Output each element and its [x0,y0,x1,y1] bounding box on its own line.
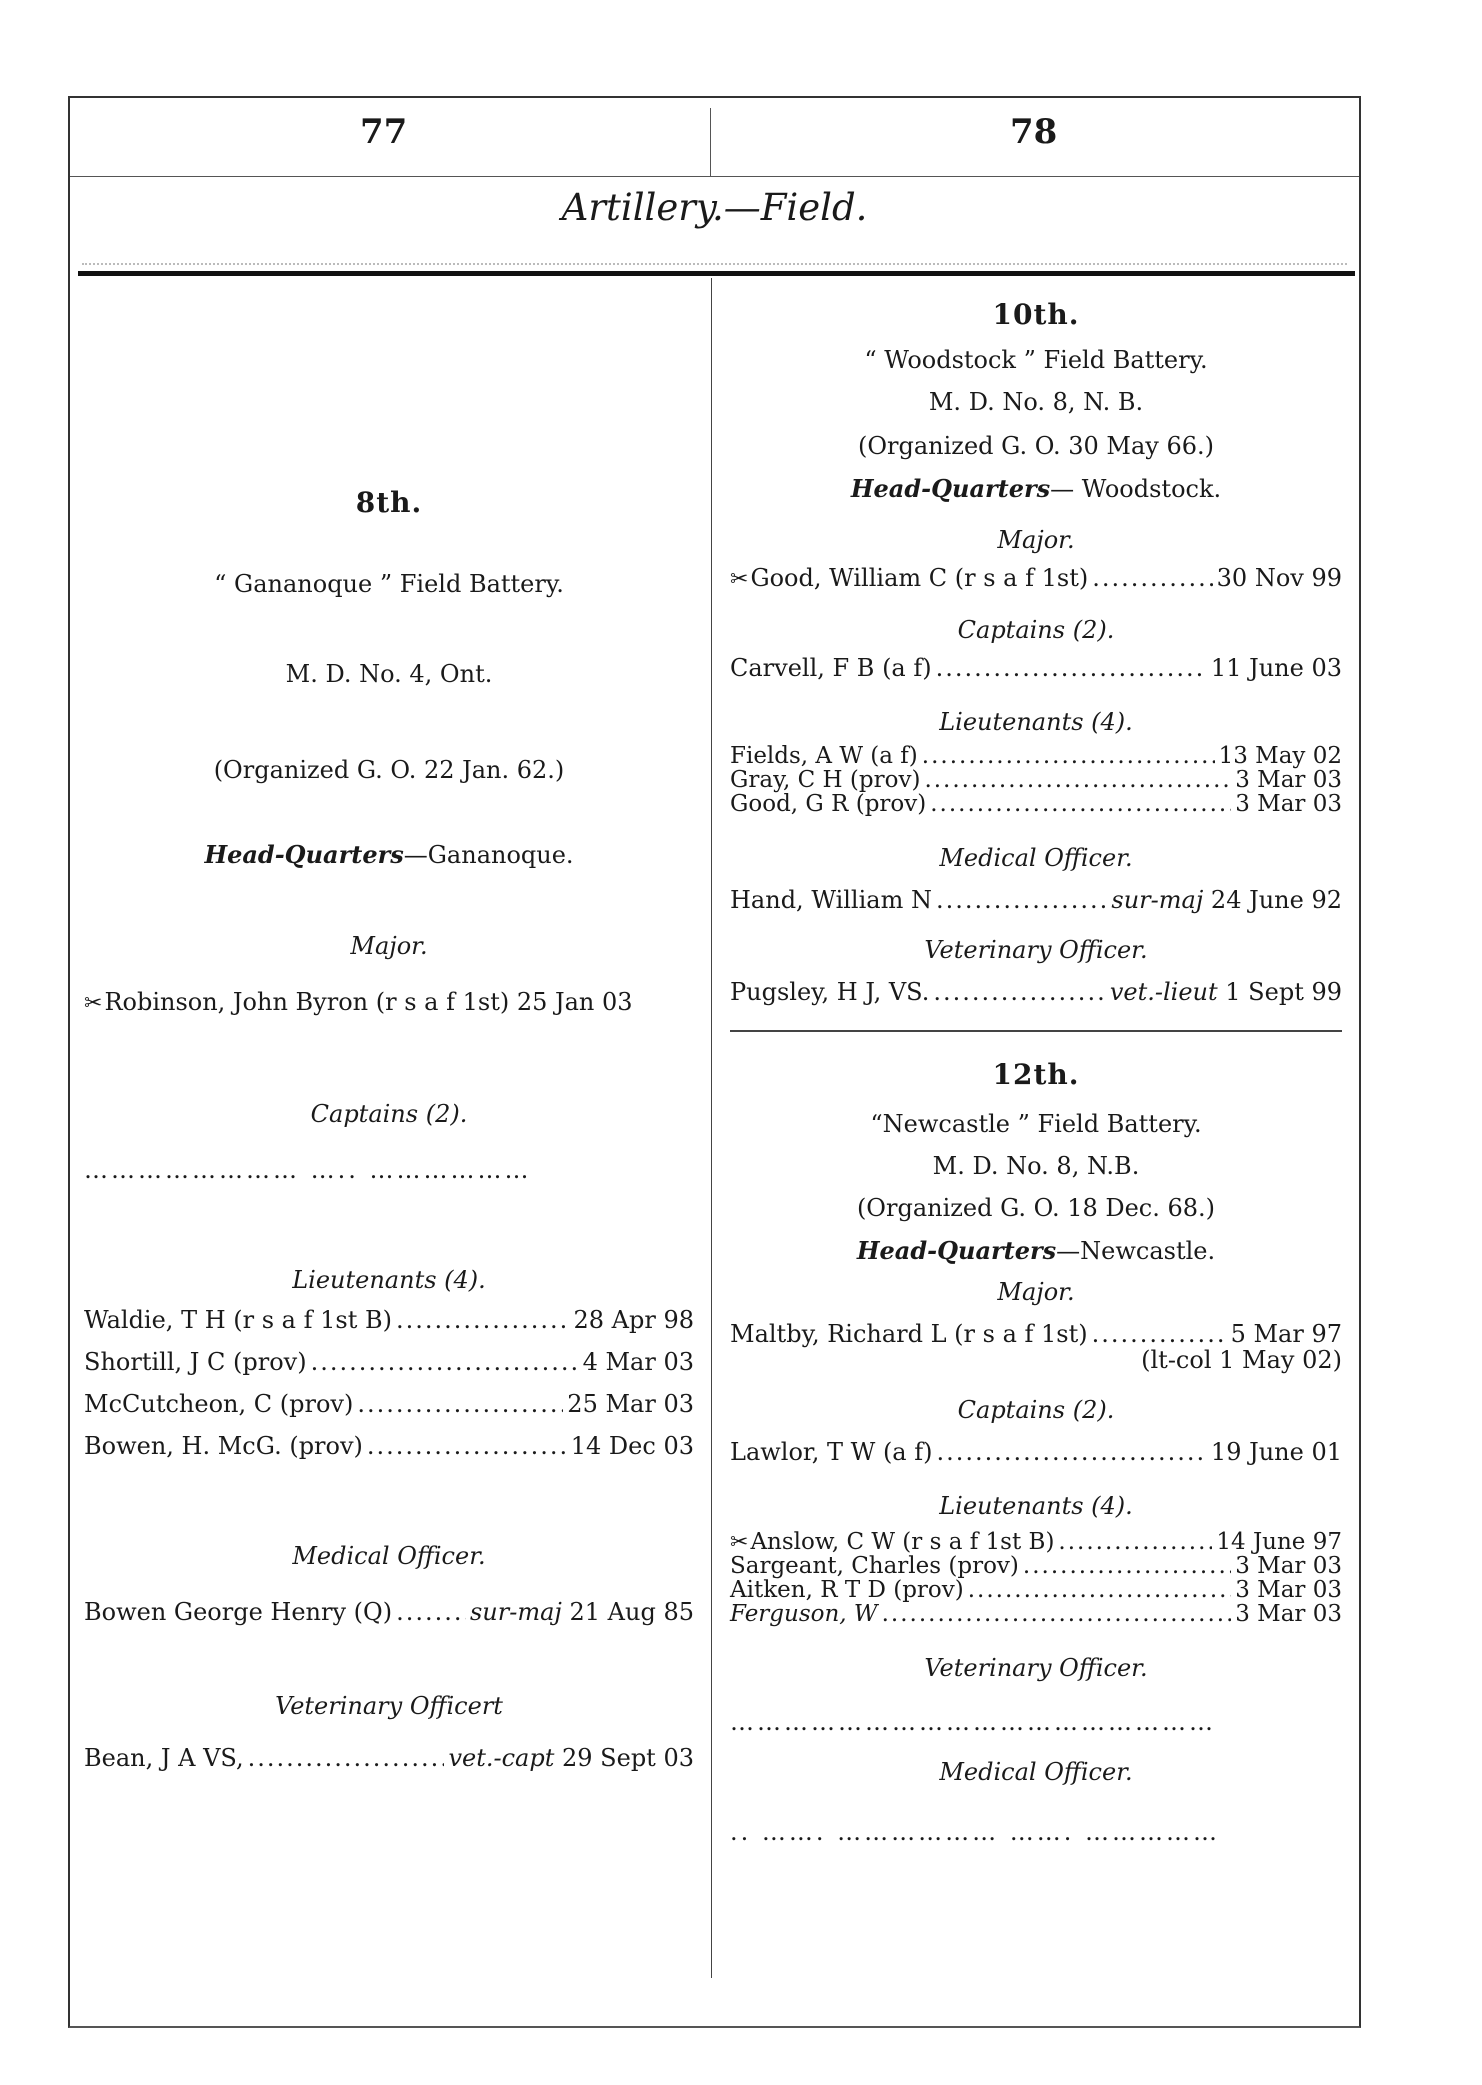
medical-name: Bowen George Henry (Q) [84,1598,393,1626]
captain-name: Lawlor, T W (a f) [730,1438,933,1466]
veterinary-rank: vet.-capt [448,1744,555,1772]
captains-label: Captains (2). [310,1100,468,1128]
medical-date: 21 Aug 85 [569,1598,694,1626]
major-name: Maltby, Richard L (r s a f 1st) [730,1320,1088,1348]
lieutenant-entry [730,744,1342,768]
captain-entry [730,1438,1342,1466]
battery-name: “ Woodstock ” Field Battery. [864,346,1208,374]
lieutenant-date: 13 May 02 [1218,743,1342,769]
battery-name: “ Gananoque ” Field Battery. [214,570,564,598]
lieutenant-entry [84,1432,694,1460]
lieutenant-name: Ferguson, W [730,1601,878,1627]
column-divider [711,278,712,1978]
lieutenant-name: Bowen, H. McG. (prov) [84,1432,363,1460]
medical-label: Medical Officer. [939,1758,1133,1786]
major-date: 5 Mar 97 [1230,1320,1342,1348]
major-label: Major. [997,526,1075,554]
captain-entry [730,654,1342,682]
hq-place: —Newcastle. [1056,1237,1216,1265]
medical-name: Hand, William N [730,886,932,914]
major-entry [84,988,694,1016]
lieutenant-name: Gray, C H (prov) [730,767,921,793]
medical-entry [730,886,1342,914]
medical-label: Medical Officer. [939,844,1133,872]
lieutenant-date: 3 Mar 03 [1235,791,1342,817]
veterinary-name: Bean, J A VS, [84,1744,244,1772]
major-name: Robinson, John Byron (r s a f 1st) 25 Jan 03 [104,988,633,1016]
lieutenant-name: Fields, A W (a f) [730,743,918,769]
medical-rank: sur-maj [469,1598,562,1626]
organized-order: (Organized G. O. 18 Dec. 68.) [856,1194,1216,1222]
page-number-divider [710,108,711,176]
captain-date: 19 June 01 [1210,1438,1342,1466]
lieutenant-date: 14 June 97 [1216,1529,1342,1555]
lieutenant-name: McCutcheon, C (prov) [84,1390,354,1418]
battery-heading: 10th. [992,298,1080,331]
lieutenants-label: Lieutenants (4). [939,708,1133,736]
lieutenant-entry [84,1306,694,1334]
major-entry [730,1320,1342,1348]
medical-blank: .. ……. ……………… ……. …………… [730,1818,1221,1846]
scissors-icon: ✂ [84,991,103,1016]
lieutenant-entry [84,1390,694,1418]
head-quarters [84,840,694,869]
hq-place: — Woodstock. [1050,475,1222,503]
veterinary-date: 1 Sept 99 [1225,978,1342,1006]
major-entry [730,564,1342,592]
veterinary-label: Veterinary Officer. [924,936,1148,964]
lieutenant-date: 28 Apr 98 [573,1306,694,1334]
hq-label: Head-Quarters [856,1236,1057,1265]
veterinary-label: Veterinary Officert [275,1692,503,1720]
battery-separator [730,1030,1342,1032]
captains-blank: …………………… ….. ……………… [84,1156,532,1184]
captain-date: 11 June 03 [1210,654,1342,682]
lieutenant-entry [730,768,1342,792]
lieutenant-entry [84,1348,694,1376]
military-district: M. D. No. 4, Ont. [285,660,493,688]
lieutenants-label: Lieutenants (4). [292,1266,486,1294]
lieutenant-date: 3 Mar 03 [1235,1601,1342,1627]
medical-entry [84,1598,694,1626]
section-title: Artillery.—Field. [561,186,868,229]
veterinary-entry [730,978,1342,1006]
medical-label: Medical Officer. [292,1542,486,1570]
veterinary-entry [84,1744,694,1772]
lieutenant-name: Shortill, J C (prov) [84,1348,307,1376]
hq-place: —Gananoque. [403,841,574,869]
lieutenant-name: Anslow, C W (r s a f 1st B) [750,1529,1055,1555]
lieutenant-entry [730,1578,1342,1602]
lieutenant-date: 3 Mar 03 [1235,767,1342,793]
heavy-rule [78,271,1355,276]
head-quarters [730,474,1342,503]
lieutenant-entry [730,1554,1342,1578]
head-quarters [730,1236,1342,1265]
organized-order: (Organized G. O. 22 Jan. 62.) [213,756,565,784]
major-label: Major. [997,1278,1075,1306]
battery-name: “Newcastle ” Field Battery. [870,1110,1202,1138]
lieutenant-entry [730,1602,1342,1626]
lieutenant-name: Good, G R (prov) [730,791,927,817]
lieutenant-name: Waldie, T H (r s a f 1st B) [84,1306,392,1334]
veterinary-date: 29 Sept 03 [562,1744,694,1772]
lieutenant-date: 3 Mar 03 [1235,1577,1342,1603]
lieutenant-date: 4 Mar 03 [582,1348,694,1376]
scissors-icon: ✂ [730,1530,749,1555]
right-page-number: 78 [1010,112,1058,152]
medical-rank: sur-maj [1111,886,1204,914]
medical-date: 24 June 92 [1210,886,1342,914]
major-name: Good, William C (r s a f 1st) [750,564,1089,592]
military-district: M. D. No. 8, N.B. [932,1152,1140,1180]
battery-heading: 12th. [992,1058,1080,1091]
battery-heading: 8th. [355,486,423,519]
major-date: 30 Nov 99 [1216,564,1342,592]
military-district: M. D. No. 8, N. B. [928,388,1144,416]
lieutenant-name: Aitken, R T D (prov) [730,1577,964,1603]
hq-label: Head-Quarters [204,840,404,869]
major-label: Major. [350,932,428,960]
captains-label: Captains (2). [957,616,1115,644]
veterinary-rank: vet.-lieut [1109,978,1218,1006]
hq-label: Head-Quarters [850,474,1051,503]
lieutenant-name: Sargeant, Charles (prov) [730,1553,1019,1579]
lieutenants-label: Lieutenants (4). [939,1492,1133,1520]
lieutenant-entry [730,792,1342,816]
lieutenant-date: 14 Dec 03 [570,1432,694,1460]
page-frame [68,96,1361,2028]
veterinary-name: Pugsley, H J, VS. [730,978,930,1006]
organized-order: (Organized G. O. 30 May 66.) [857,432,1215,460]
lieutenant-date: 25 Mar 03 [567,1390,694,1418]
captain-name: Carvell, F B (a f) [730,654,932,682]
title-dotted-rule [82,263,1347,265]
lieutenant-date: 3 Mar 03 [1235,1553,1342,1579]
veterinary-label: Veterinary Officer. [924,1654,1148,1682]
scissors-icon: ✂ [730,567,749,592]
veterinary-blank: ……………………………………………… [730,1708,1216,1736]
left-page-number: 77 [360,112,408,152]
captains-label: Captains (2). [957,1396,1115,1424]
page-number-row [70,98,1359,177]
lieutenant-entry [730,1530,1342,1555]
major-extra: (lt-col 1 May 02) [1141,1346,1342,1374]
